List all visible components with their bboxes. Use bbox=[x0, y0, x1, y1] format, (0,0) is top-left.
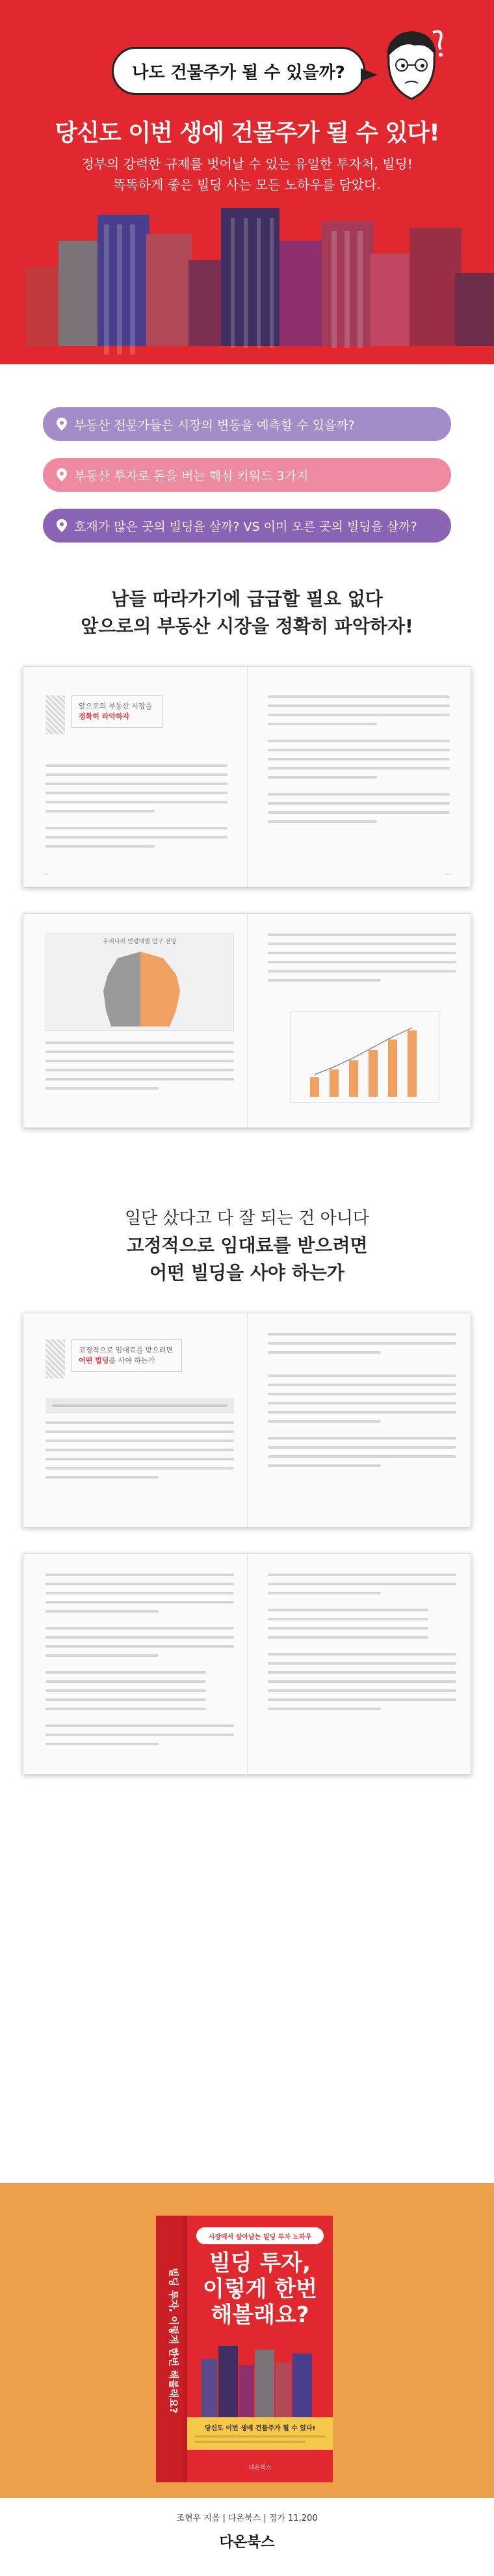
question-text: 부동산 전문가들은 시장의 변동을 예측할 수 있을까? bbox=[74, 418, 355, 433]
book-spread bbox=[23, 1313, 471, 1527]
chapter-heading bbox=[46, 695, 162, 734]
page-text-left bbox=[46, 764, 228, 854]
page-text-left bbox=[46, 1574, 234, 1752]
population-chart bbox=[46, 933, 234, 1031]
section-market bbox=[0, 585, 494, 1128]
chapter-highlight: 정확히 파악하자 bbox=[79, 712, 130, 721]
city-buildings-illustration bbox=[0, 195, 494, 364]
bar-chart bbox=[290, 1012, 439, 1103]
map-pin-icon bbox=[55, 417, 69, 431]
section-title-line: 남들 따라가기에 급급할 필요 없다 bbox=[111, 588, 383, 610]
map-pin-icon bbox=[55, 468, 69, 482]
map-pin-icon bbox=[55, 518, 69, 533]
page-text-right bbox=[268, 1333, 456, 1473]
chapter-highlight: 어떤 빌딩 bbox=[79, 1356, 109, 1365]
page-text-right bbox=[268, 1574, 456, 1717]
question-pill bbox=[43, 407, 451, 441]
quote-box bbox=[46, 1398, 234, 1414]
cover-title-line: 해볼래요? bbox=[211, 2302, 309, 2328]
chart-caption: 우리나라 연령대별 인구 전망 bbox=[103, 939, 177, 945]
cover-publisher: 다온북스 bbox=[248, 2465, 272, 2471]
hero-subtitle-line: 똑똑하게 좋은 빌딩 사는 모든 노하우를 담았다. bbox=[113, 177, 381, 193]
page-text-right bbox=[268, 933, 456, 988]
book-spread: 앞으로의 부동산 시장을 정확히 파악하자 ― ― bbox=[23, 666, 471, 887]
bar-chart-graphic bbox=[291, 1012, 440, 1103]
book-meta-line: 조현우 지음 | 다온북스 | 정가 11,200 bbox=[176, 2514, 318, 2523]
speech-bubble: 나도 건물주가 될 수 있을까? bbox=[112, 47, 365, 95]
section-title bbox=[0, 1205, 494, 1287]
population-pyramid bbox=[46, 945, 235, 1030]
cover-spine-title: 빌딩 투자, 이렇게 한번 해볼래요? bbox=[168, 2268, 179, 2413]
chapter-box bbox=[72, 1339, 182, 1372]
question-pill bbox=[43, 509, 451, 543]
section-title-line: 고정적으로 임대료를 받으려면 bbox=[126, 1235, 368, 1256]
hero-title: 당신도 이번 생에 건물주가 될 수 있다! bbox=[55, 120, 439, 146]
page-text-right bbox=[268, 695, 450, 829]
book-meta-bar bbox=[0, 2498, 494, 2576]
hero-subtitle-line: 정부의 강력한 규제를 벗어날 수 있는 유일한 투자처, 빌딩! bbox=[81, 156, 413, 172]
question-pill bbox=[43, 458, 451, 492]
cover-title-line: 빌딩 투자, bbox=[209, 2250, 311, 2276]
publisher-logo: 다온북스 bbox=[219, 2534, 275, 2551]
section-title-line: 앞으로의 부동산 시장을 정확히 파악하자! bbox=[81, 615, 413, 637]
question-text: 호재가 많은 곳의 빌딩을 살까? VS 이미 오른 곳의 빌딩을 살까? bbox=[74, 519, 417, 534]
chapter-box bbox=[72, 695, 162, 728]
hero-subtitle bbox=[0, 154, 494, 195]
book-spread bbox=[23, 913, 471, 1128]
cover-tagline: 시장에서 살아남는 빌딩 투자 노하우 bbox=[208, 2234, 312, 2241]
book-spread bbox=[23, 1553, 471, 1775]
section-title-line: 일단 샀다고 다 잘 되는 건 아니다 bbox=[124, 1209, 370, 1228]
book-cover-area bbox=[0, 2183, 494, 2576]
chapter-label: 앞으로의 부동산 시장을 bbox=[79, 702, 153, 710]
page-text-left bbox=[46, 1041, 234, 1096]
page-text-left bbox=[46, 1398, 234, 1485]
thinking-man-icon bbox=[376, 26, 447, 111]
section-title bbox=[0, 585, 494, 640]
question-text: 부동산 투자로 돈을 버는 핵심 키워드 3가지 bbox=[74, 468, 309, 483]
chapter-heading bbox=[46, 1339, 182, 1378]
question-list bbox=[0, 364, 494, 585]
section-building bbox=[0, 1205, 494, 1775]
section-title-line: 어떤 빌딩을 사야 하는가 bbox=[150, 1262, 344, 1283]
book-cover-image bbox=[156, 2216, 333, 2482]
chapter-label: 고정적으로 임대료를 받으려면 bbox=[79, 1346, 174, 1354]
hero-banner bbox=[0, 0, 494, 364]
cover-band: 당신도 이번 생에 건물주가 될 수 있다! bbox=[204, 2425, 316, 2432]
chapter-label: 을 사야 하는가 bbox=[109, 1356, 155, 1365]
cover-title-line: 이렇게 한번 bbox=[202, 2276, 318, 2302]
